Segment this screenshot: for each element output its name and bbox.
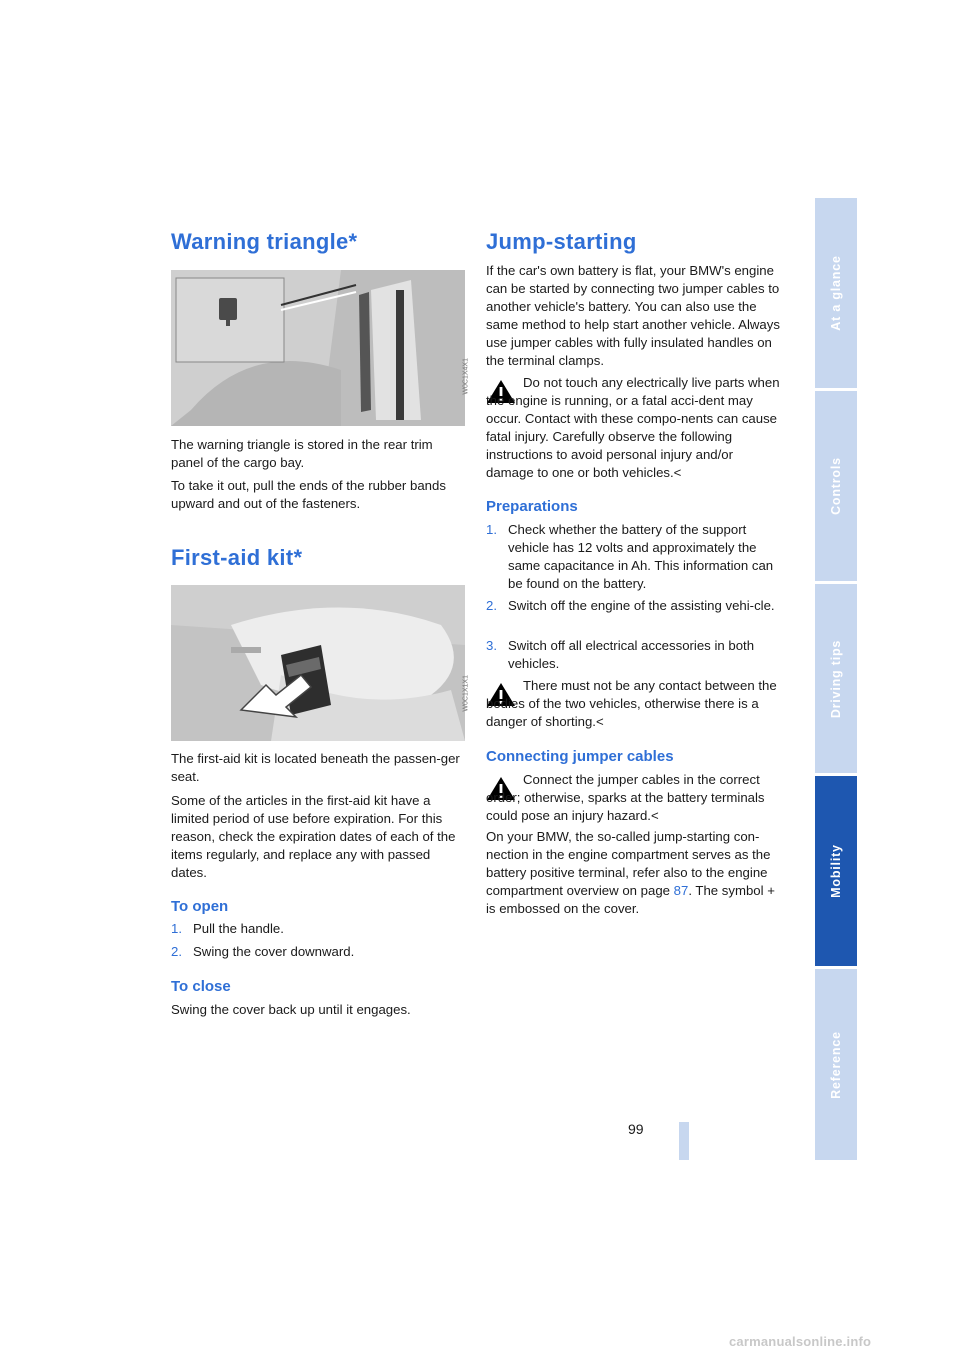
list-number: 2.: [486, 598, 497, 613]
first-aid-p2: Some of the articles in the first-aid kit have a limited period of use before expiration. For this reason, check the expiration dates of each of the items regularly, and replace any with passed dates.: [171, 793, 456, 880]
connecting-text: [486, 828, 782, 918]
preparations-title: Preparations: [486, 498, 578, 515]
to-close-text: Swing the cover back up until it engages.: [171, 1002, 411, 1017]
warning-triangle-p1: The warning triangle is stored in the rear trim panel of the cargo bay.: [171, 437, 433, 470]
list-item: [486, 637, 782, 673]
page-number: 99: [628, 1121, 644, 1137]
tab-at-a-glance[interactable]: [815, 198, 857, 388]
preparations-warning: [486, 677, 782, 731]
first-aid-figure: [171, 585, 470, 741]
list-text: Swing the cover downward.: [193, 944, 355, 959]
warning-triangle-p2: To take it out, pull the ends of the rubber bands upward and out of the fasteners.: [171, 478, 446, 511]
jump-warning-1: [486, 374, 782, 482]
page-reference-link[interactable]: 87: [673, 883, 689, 898]
tab-label: At a glance: [829, 255, 843, 331]
list-number: 1.: [171, 921, 182, 936]
list-text: Pull the handle.: [193, 921, 284, 936]
tab-controls[interactable]: [815, 391, 857, 581]
list-number: 3.: [486, 638, 497, 653]
tab-label: Reference: [829, 1030, 843, 1099]
warning-text: Do not touch any electrically live parts when the engine is running, or a fatal acci-dent may occur. Contact with these compo-nents can cause fatal injury. Carefully observe the following instructions to avoid personal injury and/or damage to one or both vehicles.<: [486, 375, 780, 480]
list-item: [486, 597, 782, 633]
connecting-text-after: . The symbol + is embossed on the cover.: [486, 883, 775, 916]
first-aid-title: First-aid kit*: [171, 545, 303, 570]
list-number: 2.: [171, 944, 182, 959]
jump-starting-title: Jump-starting: [486, 229, 637, 254]
figure-code: W0C1X1X1: [463, 675, 470, 712]
warning-text: Connect the jumper cables in the correct order; otherwise, sparks at the battery terminals could pose an injury hazard.<: [486, 772, 765, 823]
connecting-title: Connecting jumper cables: [486, 748, 674, 765]
tab-mobility[interactable]: [815, 776, 857, 966]
list-text: Switch off the engine of the assisting vehi-cle.: [508, 598, 775, 613]
page-number-bar: [679, 1122, 689, 1160]
tab-label: Mobility: [829, 844, 843, 898]
tab-driving-tips[interactable]: [815, 584, 857, 773]
jump-starting-intro: If the car's own battery is flat, your BMW's engine can be started by connecting two jumper cables to another vehicle's battery. You can also use the same method to help start another vehicle. Always use jumper cables with fully insulated handles on the terminal clamps.: [486, 263, 780, 368]
figure-code: W0C1X4X1: [463, 358, 470, 395]
warning-triangle-figure: [171, 270, 470, 426]
tab-reference[interactable]: [815, 969, 857, 1160]
list-text: Switch off all electrical accessories in both vehicles.: [508, 638, 755, 671]
first-aid-p1: The first-aid kit is located beneath the passen-ger seat.: [171, 751, 460, 784]
warning-triangle-illustration: [171, 270, 465, 426]
warning-text: There must not be any contact between the bodies of the two vehicles, otherwise there is a danger of shorting.<: [486, 678, 777, 729]
first-aid-illustration: [171, 585, 465, 741]
list-number: 1.: [486, 522, 497, 537]
list-item: [171, 920, 467, 938]
to-close-title: To close: [171, 978, 231, 995]
connecting-warning: [486, 771, 782, 825]
footer-watermark: carmanualsonline.info: [729, 1334, 872, 1349]
list-item: [171, 943, 467, 961]
list-text: Check whether the battery of the support vehicle has 12 volts and approximately the same capacitance in Ah. This information can be found on the battery.: [508, 522, 774, 591]
to-open-title: To open: [171, 898, 229, 915]
connecting-text-before: On your BMW, the so-called jump-starting con-nection in the engine compartment serves as the battery positive terminal, refer also to the engine compartment overview on page: [486, 829, 771, 898]
warning-triangle-title: Warning triangle*: [171, 229, 358, 254]
chapter-sidebar: [815, 198, 857, 1160]
tab-label: Driving tips: [829, 639, 843, 718]
tab-label: Controls: [829, 457, 843, 515]
list-item: [486, 521, 782, 593]
